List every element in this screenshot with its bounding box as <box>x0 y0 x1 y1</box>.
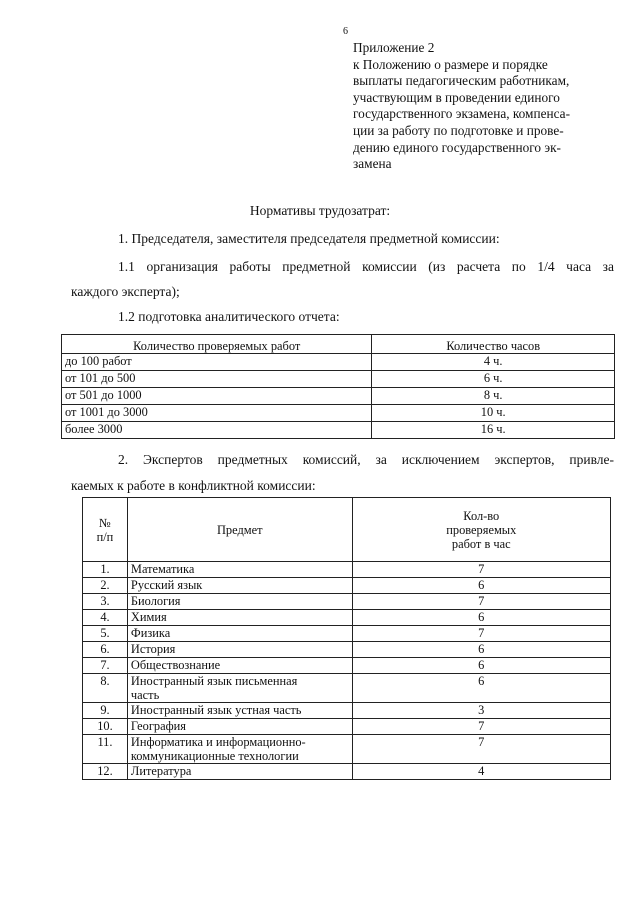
works-count-cell: от 101 до 500 <box>62 371 372 388</box>
table-row <box>83 674 611 703</box>
works-count-cell: до 100 работ <box>62 354 372 371</box>
subject-cell: Химия <box>127 610 352 626</box>
subject-line: Иностранный язык письменная <box>130 674 298 688</box>
section-2-text-cont: каемых к работе в конфликтной комиссии: <box>71 478 316 493</box>
table-row <box>83 703 611 719</box>
row-number: 12. <box>83 764 128 780</box>
count-cell: 7 <box>352 719 610 735</box>
count-cell: 6 <box>352 642 610 658</box>
subject-line: коммуникационные технологии <box>130 749 299 763</box>
appendix-line: ции за работу по подготовке и прове- <box>353 122 564 138</box>
works-count-cell: более 3000 <box>62 422 372 439</box>
row-number: 4. <box>83 610 128 626</box>
row-number: 10. <box>83 719 128 735</box>
count-cell: 7 <box>352 735 610 764</box>
table-row <box>62 422 615 439</box>
row-number: 5. <box>83 626 128 642</box>
subject-cell: История <box>127 642 352 658</box>
table-row <box>62 405 615 422</box>
subject-column-header: Предмет <box>127 498 352 562</box>
subjects-table <box>82 497 611 780</box>
page-number: 6 <box>343 26 348 37</box>
table-row <box>83 562 611 578</box>
table-row <box>83 764 611 780</box>
count-cell: 6 <box>352 578 610 594</box>
table-row <box>83 735 611 764</box>
count-cell: 6 <box>352 658 610 674</box>
row-number: 8. <box>83 674 128 703</box>
row-number: 9. <box>83 703 128 719</box>
appendix-line: государственного экзамена, компенса- <box>353 106 570 122</box>
row-number: 11. <box>83 735 128 764</box>
count-header-line: Кол-во <box>463 508 500 523</box>
column-header: Количество часов <box>372 335 615 354</box>
count-cell: 6 <box>352 674 610 703</box>
subject-cell: Литература <box>127 764 352 780</box>
appendix-title: Приложение 2 <box>353 40 435 55</box>
row-number: 7. <box>83 658 128 674</box>
page-title: Нормативы трудозатрат: <box>249 203 391 218</box>
count-header-line: работ в час <box>451 536 511 551</box>
column-header: Количество проверяемых работ <box>62 335 372 354</box>
hours-cell: 6 ч. <box>372 371 615 388</box>
row-number: 1. <box>83 562 128 578</box>
table-row <box>83 642 611 658</box>
hours-cell: 16 ч. <box>372 422 615 439</box>
hours-cell: 8 ч. <box>372 388 615 405</box>
appendix-line: к Положению о размере и порядке <box>353 56 548 72</box>
subject-cell: География <box>127 719 352 735</box>
appendix-line: дению единого государственного эк- <box>353 139 561 155</box>
number-header-line: № <box>99 515 111 530</box>
count-column-header <box>352 498 610 562</box>
count-cell: 3 <box>352 703 610 719</box>
subject-cell: Биология <box>127 594 352 610</box>
table-row <box>83 594 611 610</box>
count-cell: 7 <box>352 594 610 610</box>
section-1-2-text: 1.2 подготовка аналитического отчета: <box>118 309 340 324</box>
section-2-text: 2. Экспертов предметных комиссий, за исключением экспертов, привле- <box>118 452 614 467</box>
works-count-cell: от 501 до 1000 <box>62 388 372 405</box>
works-count-cell: от 1001 до 3000 <box>62 405 372 422</box>
appendix-line: выплаты педагогическим работникам, <box>353 73 570 89</box>
subject-cell: Русский язык <box>127 578 352 594</box>
subject-cell: Обществознание <box>127 658 352 674</box>
number-column-header <box>83 498 128 562</box>
subject-cell: Физика <box>127 626 352 642</box>
subject-line: Информатика и информационно- <box>130 735 306 749</box>
table-row <box>83 719 611 735</box>
subject-cell <box>127 735 352 764</box>
subject-cell: Иностранный язык устная часть <box>127 703 352 719</box>
count-cell: 7 <box>352 626 610 642</box>
appendix-line: замена <box>353 156 392 172</box>
table-row <box>83 610 611 626</box>
table-row <box>62 354 615 371</box>
table-row <box>62 371 615 388</box>
subject-cell: Математика <box>127 562 352 578</box>
hours-cell: 4 ч. <box>372 354 615 371</box>
row-number: 2. <box>83 578 128 594</box>
table-row <box>83 658 611 674</box>
workload-hours-table <box>61 334 615 439</box>
hours-cell: 10 ч. <box>372 405 615 422</box>
subject-line: часть <box>130 688 160 702</box>
number-header-line: п/п <box>96 529 114 544</box>
count-cell: 4 <box>352 764 610 780</box>
table-row <box>62 388 615 405</box>
table-row <box>83 578 611 594</box>
section-1-1-text-cont: каждого эксперта); <box>71 284 180 299</box>
subject-cell <box>127 674 352 703</box>
row-number: 3. <box>83 594 128 610</box>
table-row <box>83 626 611 642</box>
count-header-line: проверяемых <box>446 522 517 537</box>
appendix-block <box>353 40 621 173</box>
appendix-line: участвующим в проведении единого <box>353 89 560 105</box>
section-1-1-text: 1.1 организация работы предметной комиссии (из расчета по 1/4 часа за <box>118 259 614 274</box>
row-number: 6. <box>83 642 128 658</box>
section-1-title: 1. Председателя, заместителя председателя предметной комиссии: <box>118 231 500 246</box>
count-cell: 6 <box>352 610 610 626</box>
count-cell: 7 <box>352 562 610 578</box>
